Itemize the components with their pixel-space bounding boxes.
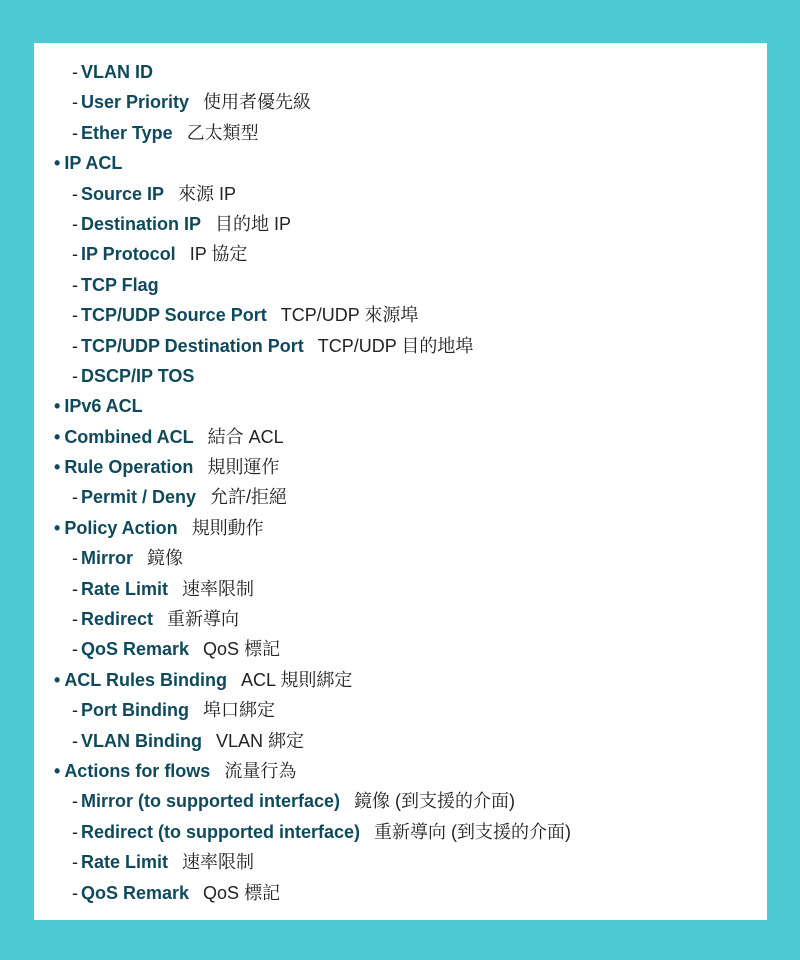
dash-marker: -: [72, 609, 78, 630]
feature-subitem: [34, 482, 767, 512]
dash-marker: -: [72, 365, 78, 386]
bullet-marker: •: [54, 153, 61, 174]
feature-item: [34, 422, 767, 452]
item-label-zh: TCP/UDP 目的地埠: [317, 335, 474, 356]
dash-marker: -: [72, 700, 78, 721]
item-label-en: Redirect (to supported interface): [81, 821, 361, 842]
feature-subitem: [34, 239, 767, 269]
item-label-en: Ether Type: [81, 122, 173, 143]
item-label-zh: ACL 規則綁定: [240, 669, 353, 690]
dash-marker: -: [72, 639, 78, 660]
item-label-zh: 目的地 IP: [215, 213, 292, 234]
feature-subitem: [34, 786, 767, 816]
feature-subitem: [34, 361, 767, 391]
dash-marker: -: [72, 578, 78, 599]
item-label-en: VLAN ID: [81, 62, 153, 82]
item-label-en: Mirror: [81, 548, 134, 569]
dash-marker: -: [72, 821, 78, 842]
feature-subitem: [34, 209, 767, 239]
item-label-en: Redirect: [81, 609, 154, 630]
item-label-zh: 重新導向: [167, 609, 240, 630]
dash-marker: -: [72, 882, 78, 903]
feature-subitem: [34, 118, 767, 148]
item-label-zh: IP 協定: [189, 244, 248, 265]
feature-subitem: [34, 817, 767, 847]
feature-item: [34, 452, 767, 482]
item-label-zh: 使用者優先級: [203, 92, 312, 113]
item-label-en: Permit / Deny: [81, 487, 197, 508]
feature-subitem: [34, 574, 767, 604]
feature-item: [34, 148, 767, 178]
item-label-en: Rate Limit: [81, 852, 169, 873]
item-label-zh: TCP/UDP 來源埠: [280, 305, 419, 326]
item-label-en: Combined ACL: [64, 426, 194, 447]
bullet-marker: •: [54, 669, 61, 690]
item-label-en: ACL Rules Binding: [64, 669, 227, 690]
feature-subitem: [34, 543, 767, 573]
feature-subitem: [34, 270, 767, 300]
feature-list: [34, 57, 767, 908]
item-label-zh: 鏡像: [147, 548, 184, 569]
item-label-en: TCP/UDP Source Port: [81, 305, 267, 326]
item-label-zh: 來源 IP: [178, 183, 237, 204]
item-label-en: VLAN Binding: [81, 730, 202, 751]
item-label-zh: 乙太類型: [186, 122, 259, 143]
dash-marker: -: [72, 548, 78, 569]
item-label-en: QoS Remark: [81, 882, 190, 903]
item-label-en: Mirror (to supported interface): [81, 791, 341, 812]
dash-marker: -: [72, 305, 78, 326]
bullet-marker: •: [54, 760, 61, 781]
item-label-en: DSCP/IP TOS: [81, 365, 195, 386]
dash-marker: -: [72, 62, 78, 82]
dash-marker: -: [72, 244, 78, 265]
feature-item: [34, 665, 767, 695]
item-label-en: User Priority: [81, 92, 190, 113]
dash-marker: -: [72, 183, 78, 204]
item-label-en: QoS Remark: [81, 639, 190, 660]
bullet-marker: •: [54, 396, 61, 417]
dash-marker: -: [72, 791, 78, 812]
item-label-en: IP Protocol: [81, 244, 176, 265]
item-label-zh: QoS 標記: [203, 882, 281, 903]
feature-item: [34, 391, 767, 421]
item-label-zh: 重新導向 (到支援的介面): [374, 821, 572, 842]
item-label-en: TCP Flag: [81, 274, 159, 295]
feature-subitem: [34, 634, 767, 664]
feature-subitem: [34, 604, 767, 634]
dash-marker: -: [72, 213, 78, 234]
item-label-zh: 允許/拒絕: [210, 487, 288, 508]
item-label-zh: 流量行為: [224, 760, 297, 781]
item-label-en: Destination IP: [81, 213, 202, 234]
feature-subitem: [34, 878, 767, 908]
feature-subitem: [34, 847, 767, 877]
feature-subitem: [34, 57, 767, 87]
item-label-en: Rule Operation: [64, 457, 194, 478]
feature-subitem: [34, 300, 767, 330]
feature-subitem: [34, 331, 767, 361]
dash-marker: -: [72, 487, 78, 508]
item-label-zh: VLAN 綁定: [215, 730, 305, 751]
bullet-marker: •: [54, 426, 61, 447]
item-label-en: Rate Limit: [81, 578, 169, 599]
dash-marker: -: [72, 122, 78, 143]
item-label-en: Actions for flows: [64, 760, 211, 781]
feature-list-panel: [34, 43, 767, 920]
feature-item: [34, 513, 767, 543]
feature-item: [34, 756, 767, 786]
item-label-en: IP ACL: [64, 153, 123, 174]
item-label-en: Port Binding: [81, 700, 189, 721]
bullet-marker: •: [54, 517, 61, 538]
dash-marker: -: [72, 335, 78, 356]
feature-subitem: [34, 87, 767, 117]
feature-subitem: [34, 726, 767, 756]
item-label-zh: 規則動作: [191, 517, 264, 538]
item-label-en: Policy Action: [64, 517, 178, 538]
item-label-en: TCP/UDP Destination Port: [81, 335, 304, 356]
dash-marker: -: [72, 92, 78, 113]
dash-marker: -: [72, 852, 78, 873]
item-label-en: IPv6 ACL: [64, 396, 143, 417]
item-label-zh: 結合 ACL: [207, 426, 284, 447]
item-label-zh: 鏡像 (到支援的介面): [354, 791, 516, 812]
item-label-zh: 規則運作: [207, 457, 280, 478]
dash-marker: -: [72, 274, 78, 295]
dash-marker: -: [72, 730, 78, 751]
bullet-marker: •: [54, 457, 61, 478]
item-label-zh: 埠口綁定: [202, 700, 275, 721]
feature-subitem: [34, 179, 767, 209]
feature-subitem: [34, 695, 767, 725]
item-label-en: Source IP: [81, 183, 165, 204]
item-label-zh: 速率限制: [182, 852, 255, 873]
item-label-zh: QoS 標記: [203, 639, 281, 660]
item-label-zh: 速率限制: [182, 578, 255, 599]
